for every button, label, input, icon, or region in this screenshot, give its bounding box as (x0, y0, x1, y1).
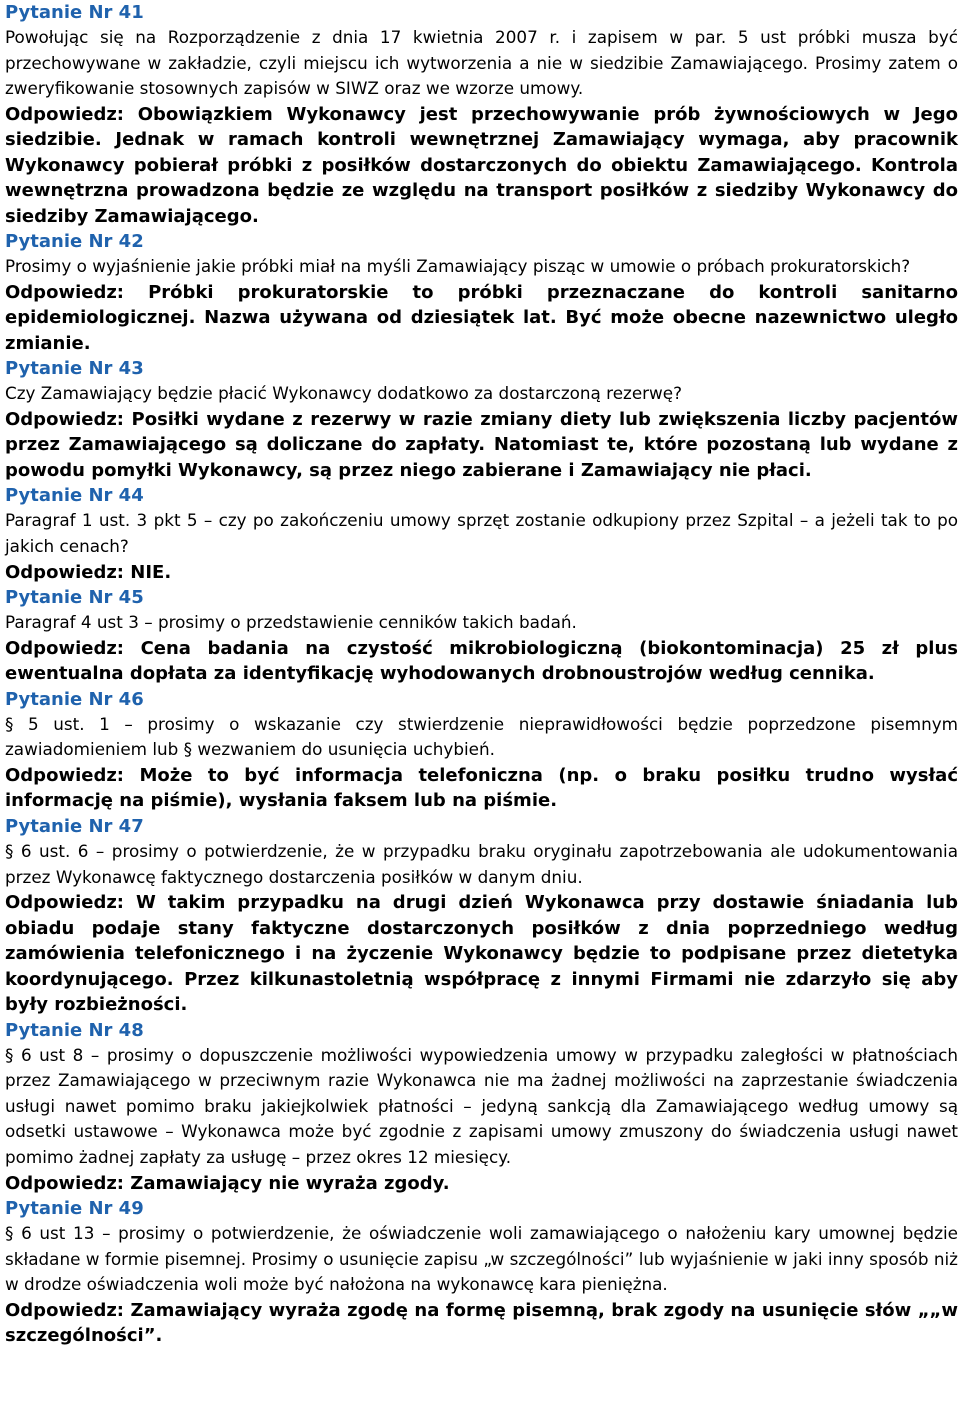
answer-label: Odpowiedz: (5, 1172, 125, 1194)
answer-body: W takim przypadku na drugi dzień Wykonawca przy dostawie śniadania lub obiadu podaje stany faktyczne dostarczonych posiłków z dnia poprzedniego według zamówienia telefonicznego i na życzenie Wykonawcy będzie to podpisane przez dietetyka koordynującego. Przez kilkunastoletnią współpracę z innymi Firmami nie zdarzyło się aby były rozbieżności. (5, 892, 958, 1016)
qa-item-47 (5, 814, 958, 1018)
qa-item-46 (5, 687, 958, 814)
answer-body: Zamawiający wyraża zgodę na formę pisemną, brak zgody na usunięcie słów „„w szczególności”. (5, 1299, 958, 1347)
answer-text (5, 407, 958, 484)
question-text: Paragraf 1 ust. 3 pkt 5 – czy po zakończeniu umowy sprzęt zostanie odkupiony przez Szpital – a jeżeli tak to po jakich cenach? (5, 510, 958, 557)
answer-label: Odpowiedz: (5, 637, 125, 659)
qa-item-41 (5, 0, 958, 229)
answer-text (5, 890, 958, 1018)
answer-label: Odpowiedz: (5, 103, 125, 125)
question-text: Paragraf 4 ust 3 – prosimy o przedstawienie cenników takich badań. (5, 612, 577, 633)
answer-label: Odpowiedz: (5, 561, 125, 583)
question-text: § 5 ust. 1 – prosimy o wskazanie czy stwierdzenie nieprawidłowości będzie poprzedzone pisemnym zawiadomieniem lub § wezwaniem do usunięcia uchybień. (5, 713, 958, 760)
answer-body: Cena badania na czystość mikrobiologiczną (biokontominacja) 25 zł plus ewentualna dopłata za identyfikację wyhodowanych drobnoustrojów według cennika. (5, 637, 958, 685)
answer-text (5, 1171, 958, 1197)
answer-label: Odpowiedz: (5, 892, 125, 914)
question-text: § 6 ust 13 – prosimy o potwierdzenie, że oświadczenie woli zamawiającego o nałożeniu kary umownej będzie składane w formie pisemnej. Prosimy o usunięcie zapisu „w szczególności” lub wyjaśnienie w jaki inny sposób niż w drodze oświadczenia woli może być nałożona na wykonawcę kara pieniężna. (5, 1223, 958, 1295)
answer-text (5, 1298, 958, 1349)
qa-item-48 (5, 1018, 958, 1196)
qa-item-44 (5, 483, 958, 585)
question-heading: Pytanie Nr 42 (5, 231, 144, 253)
question-heading: Pytanie Nr 46 (5, 688, 144, 710)
qa-item-42 (5, 229, 958, 356)
question-text: Powołując się na Rozporządzenie z dnia 17 kwietnia 2007 r. i zapisem w par. 5 ust próbki musza być przechowywane w zakładzie, czyli miejscu ich wytworzenia a nie w siedzibie Zamawiającego. Prosimy zatem o zweryfikowanie stosownych zapisów w SIWZ oraz we wzorze umowy. (5, 27, 958, 99)
question-text: Prosimy o wyjaśnienie jakie próbki miał na myśli Zamawiający pisząc w umowie o próbach prokuratorskich? (5, 256, 911, 277)
answer-body: Może to być informacja telefoniczna (np. o braku posiłku trudno wysłać informację na piśmie), wysłania faksem lub na piśmie. (5, 764, 958, 812)
answer-label: Odpowiedz: (5, 408, 125, 430)
answer-text (5, 636, 958, 687)
question-text: Czy Zamawiający będzie płacić Wykonawcy dodatkowo za dostarczoną rezerwę? (5, 383, 683, 404)
answer-text (5, 763, 958, 814)
answer-body: Posiłki wydane z rezerwy w razie zmiany diety lub zwiększenia liczby pacjentów przez Zamawiającego są doliczane do zapłaty. Natomiast te, które pozostaną lub wydane z powodu pomyłki Wykonawcy, są przez niego zabierane i Zamawiający nie płaci. (5, 408, 958, 481)
question-heading: Pytanie Nr 43 (5, 358, 144, 380)
answer-body: NIE. (124, 561, 172, 583)
question-text: § 6 ust 8 – prosimy o dopuszczenie możliwości wypowiedzenia umowy w przypadku zaległości w płatnościach przez Zamawiającego w przeciwnym razie Wykonawca nie ma żadnej możliwości na zaprzestanie świadczenia usługi nawet pomimo braku jakiejkolwiek płatności – jedyną sankcją dla Zamawiającego według umowy są odsetki ustawowe – Wykonawca może być zgodnie z zapisami umowy zmuszony do świadczenia usługi nawet pomimo żadnej zapłaty za usługę – przez okres 12 miesięcy. (5, 1044, 958, 1167)
answer-label: Odpowiedz: (5, 1299, 125, 1321)
question-heading: Pytanie Nr 48 (5, 1019, 144, 1041)
qa-item-45 (5, 585, 958, 687)
question-text: § 6 ust. 6 – prosimy o potwierdzenie, że w przypadku braku oryginału zapotrzebowania ale udokumentowania przez Wykonawcę faktycznego dostarczenia posiłków w danym dniu. (5, 840, 958, 887)
answer-text (5, 560, 958, 586)
answer-text (5, 280, 958, 357)
question-heading: Pytanie Nr 47 (5, 815, 144, 837)
answer-label: Odpowiedz: (5, 764, 125, 786)
answer-body: Obowiązkiem Wykonawcy jest przechowywanie prób żywnościowych w Jego siedzibie. Jednak w ramach kontroli wewnętrznej Zamawiający wymaga, aby pracownik Wykonawcy pobierał próbki z posiłków dostarczonych do obiektu Zamawiającego. Kontrola wewnętrzna prowadzona będzie ze względu na transport posiłków z siedziby Wykonawcy do siedziby Zamawiającego. (5, 103, 958, 227)
question-heading: Pytanie Nr 41 (5, 2, 144, 23)
question-heading: Pytanie Nr 44 (5, 485, 144, 507)
question-heading: Pytanie Nr 49 (5, 1198, 144, 1220)
qa-item-43 (5, 356, 958, 483)
question-heading: Pytanie Nr 45 (5, 587, 144, 609)
qa-item-49 (5, 1196, 958, 1349)
answer-body: Próbki prokuratorskie to próbki przeznaczane do kontroli sanitarno epidemiologicznej. Nazwa używana od dziesiątek lat. Być może obecne nazewnictwo uległo zmianie. (5, 281, 958, 354)
answer-label: Odpowiedz: (5, 281, 125, 303)
answer-text (5, 102, 958, 230)
answer-body: Zamawiający nie wyraża zgody. (124, 1172, 450, 1194)
